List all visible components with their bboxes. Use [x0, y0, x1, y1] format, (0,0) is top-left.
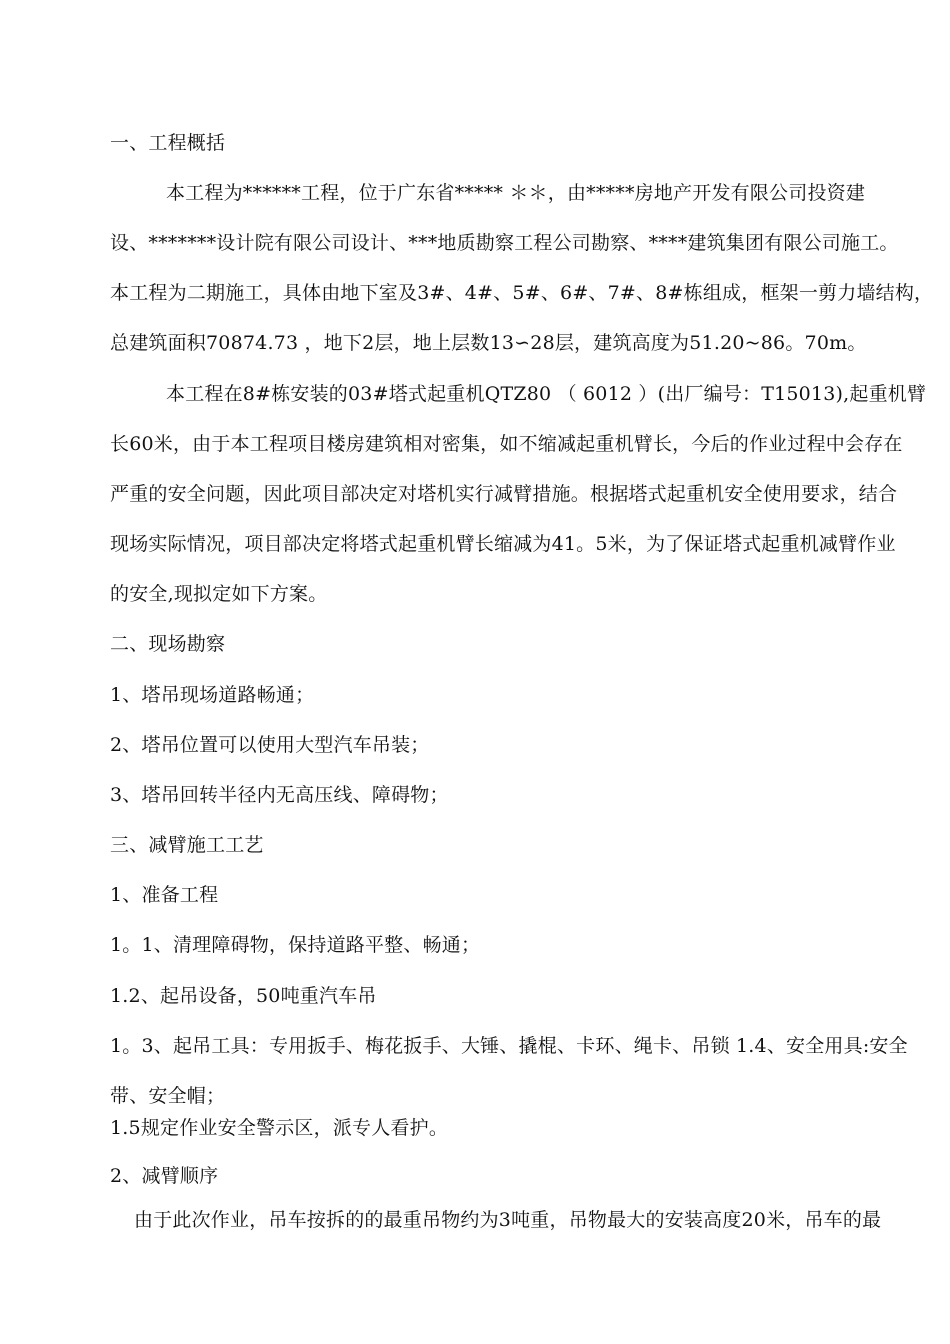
subsection-heading: 1、准备工程: [110, 884, 219, 906]
paragraph-line: 由于此次作业，吊车按拆的的最重吊物约为3吨重，吊物最大的安装高度20米，吊车的最: [134, 1209, 882, 1231]
list-item: 1、塔吊现场道路畅通；: [110, 684, 315, 706]
section-heading-survey: 二、现场勘察: [110, 633, 226, 655]
list-item: 3、塔吊回转半径内无高压线、障碍物；: [110, 784, 449, 806]
paragraph-line: 设、*******设计院有限公司设计、***地质勘察工程公司勘察、****建筑集团有限公司施工。: [110, 232, 899, 254]
paragraph-line: 的安全,现拟定如下方案。: [110, 583, 328, 605]
paragraph-line: 本工程在8#栋安装的03#塔式起重机QTZ80 （ 6012 ）(出厂编号：T15013),起重机臂: [166, 383, 927, 405]
paragraph-line: 本工程为二期施工，具体由地下室及3#、4#、5#、6#、7#、8#栋组成，框架一剪力墙结构，: [110, 282, 934, 304]
paragraph-line: 长60米，由于本工程项目楼房建筑相对密集，如不缩减起重机臂长，今后的作业过程中会存在: [110, 433, 903, 455]
list-item: 1.2、起吊设备，50吨重汽车吊: [110, 985, 377, 1007]
paragraph-line: 严重的安全问题，因此项目部决定对塔机实行减臂措施。根据塔式起重机安全使用要求，结合: [110, 483, 898, 505]
list-item: 1.5规定作业安全警示区，派专人看护。: [110, 1117, 449, 1139]
list-item: 1。3、起吊工具：专用扳手、梅花扳手、大锤、撬棍、卡环、绳卡、吊锁 1.4、安全用具:安全: [110, 1035, 908, 1057]
list-item: 1。1、清理障碍物，保持道路平整、畅通；: [110, 934, 481, 956]
section-heading-overview: 一、工程概括: [110, 132, 226, 154]
section-heading-process: 三、减臂施工工艺: [110, 834, 264, 856]
list-item: 2、塔吊位置可以使用大型汽车吊装；: [110, 734, 430, 756]
paragraph-line: 本工程为******工程，位于广东省***** ＊＊，由*****房地产开发有限公司投资建: [166, 182, 866, 204]
subsection-heading: 2、减臂顺序: [110, 1165, 219, 1187]
list-item: 带、安全帽；: [110, 1085, 226, 1107]
paragraph-line: 现场实际情况，项目部决定将塔式起重机臂长缩减为41。5米，为了保证塔式起重机减臂作业: [110, 533, 896, 555]
paragraph-line: 总建筑面积70874.73 ，地下2层，地上层数13∽28层，建筑高度为51.20~86。70m。: [110, 332, 867, 354]
